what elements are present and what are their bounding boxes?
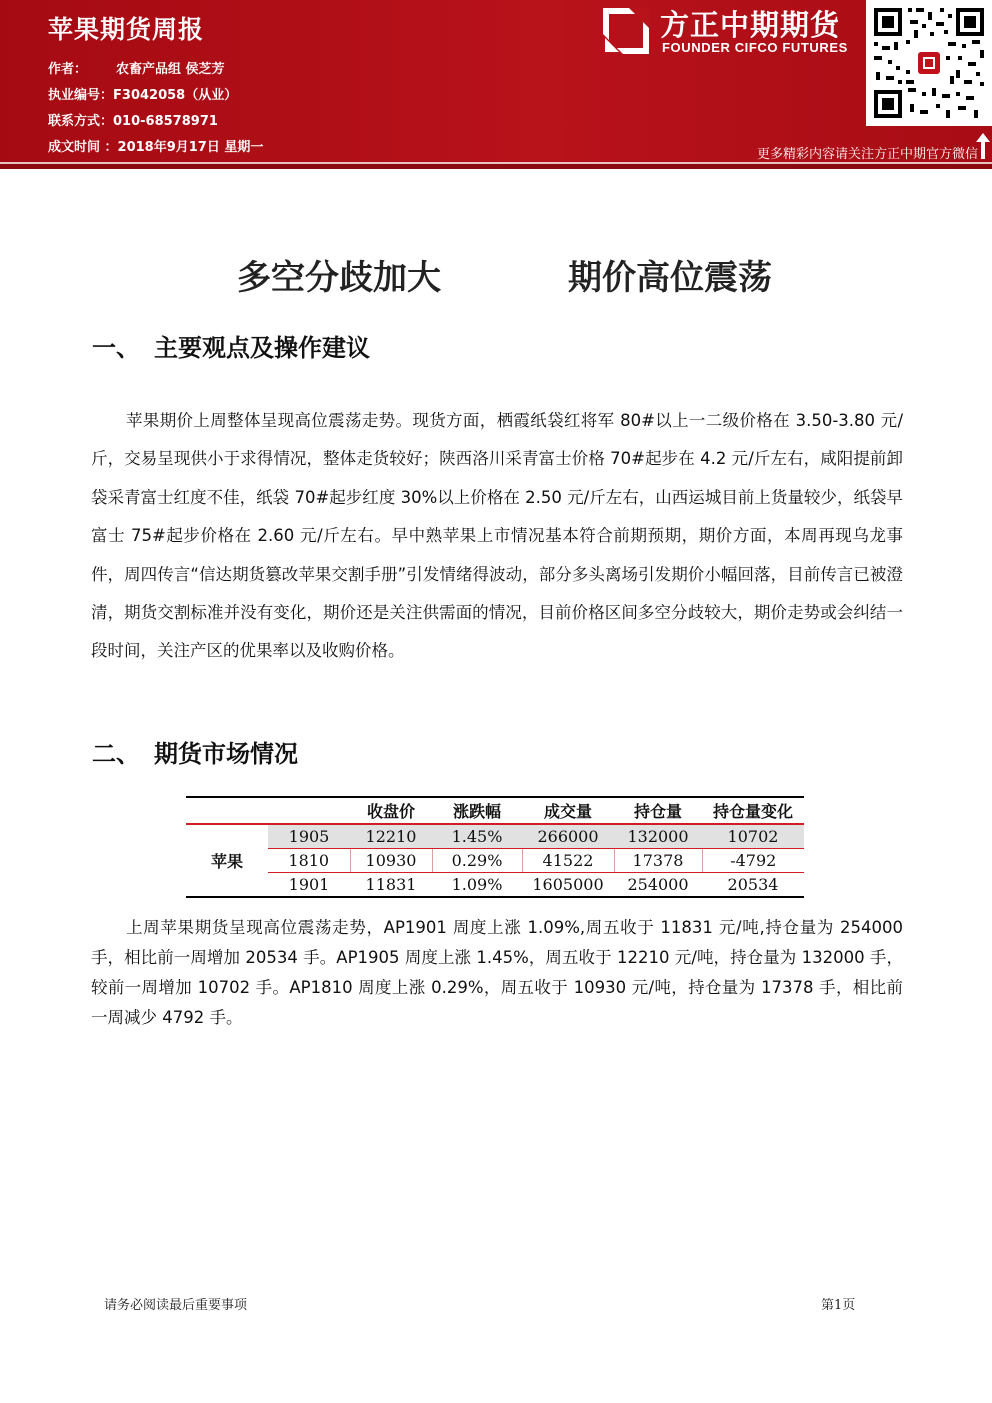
title-right: 期价高位震荡: [568, 258, 772, 298]
author-value: 农畜产品组 侯芝芳: [116, 62, 225, 77]
futures-market-table: [186, 796, 804, 898]
wechat-follow-note: 更多精彩内容请关注方正中期官方微信: [756, 147, 978, 162]
volume-cell: 1605000: [522, 873, 614, 898]
close-price-cell: 10930: [350, 849, 432, 873]
contact-label: 联系方式：: [48, 114, 114, 129]
section-heading-2: [92, 734, 298, 769]
table-header-cell: 成交量: [522, 797, 614, 824]
author-label: 作者：: [48, 62, 88, 77]
license-line: [48, 84, 237, 103]
group-label: 苹果: [186, 824, 268, 897]
table-row: [186, 824, 804, 849]
date-label: 成文时间 ：: [48, 140, 118, 155]
close-price-cell: 11831: [350, 873, 432, 898]
table-header-row: [186, 797, 804, 824]
volume-cell: 266000: [522, 824, 614, 849]
header-divider: [0, 162, 992, 169]
open-interest-cell: 132000: [614, 824, 702, 849]
section-number: 一、: [92, 334, 140, 362]
change-cell: 1.09%: [432, 873, 522, 898]
founder-logo-icon: [603, 8, 649, 54]
table-row: [186, 849, 804, 873]
title-left: 多空分歧加大: [237, 258, 441, 298]
license-label: 执业编号：: [48, 88, 114, 103]
table-header-cell: [268, 797, 350, 824]
table-header-cell: 收盘价: [350, 797, 432, 824]
oi-change-cell: 20534: [702, 873, 804, 898]
table-header-cell: 持仓量: [614, 797, 702, 824]
qr-code-icon[interactable]: [866, 0, 992, 126]
table-header-cell: 涨跌幅: [432, 797, 522, 824]
contact-value: 010-68578971: [113, 114, 218, 129]
contract-cell: 1905: [268, 824, 350, 849]
contact-line: [48, 110, 218, 129]
date-value: 2018年9月17日 星期一: [117, 140, 264, 155]
contract-cell: 1810: [268, 849, 350, 873]
table-header-cell: [186, 797, 268, 824]
section-heading-1: [92, 328, 370, 363]
page-number: 第1页: [821, 1298, 856, 1313]
volume-cell: 41522: [522, 849, 614, 873]
date-line: [48, 136, 263, 155]
open-interest-cell: 17378: [614, 849, 702, 873]
oi-change-cell: -4792: [702, 849, 804, 873]
change-cell: 0.29%: [432, 849, 522, 873]
author-line: [48, 58, 225, 77]
footer-notice: 请务必阅读最后重要事项: [104, 1298, 248, 1313]
section-title: 期货市场情况: [154, 740, 298, 768]
oi-change-cell: 10702: [702, 824, 804, 849]
change-cell: 1.45%: [432, 824, 522, 849]
report-title: 苹果期货周报: [48, 15, 205, 44]
close-price-cell: 12210: [350, 824, 432, 849]
section-number: 二、: [92, 740, 140, 768]
section2-paragraph: 上周苹果期货呈现高位震荡走势，AP1901 周度上涨 1.09%,周五收于 11831 元/吨,持仓量为 254000 手，相比前一周增加 20534 手。AP1905 周度上涨 1.45%，周五收于 12210 元/吨，持仓量为 132000 手，较前一周增加 10702 手。AP1810 周度上涨 0.29%，周五收于 10930 元/吨，持仓量为 17378 手，相比前一周减少 4792 手。: [91, 918, 903, 1027]
table-header-cell: 持仓量变化: [702, 797, 804, 824]
section-title: 主要观点及操作建议: [154, 334, 370, 362]
license-value: F3042058（从业）: [113, 88, 238, 103]
section1-paragraph: 苹果期价上周整体呈现高位震荡走势。现货方面，栖霞纸袋红将军 80#以上一二级价格在 3.50-3.80 元/斤，交易呈现供小于求得情况，整体走货较好；陕西洛川采青富士价格 70#起步在 4.2 元/斤左右，咸阳提前卸袋采青富士红度不佳，纸袋 70#起步红度 30%以上价格在 2.50 元/斤左右，山西运城目前上货量较少，纸袋早富士 75#起步价格在 2.60 元/斤左右。早中熟苹果上市情况基本符合前期预期，期价方面，本周再现乌龙事件，周四传言“信达期货篡改苹果交割手册”引发情绪得波动，部分多头离场引发期价小幅回落，目前传言已被澄清，期货交割标准并没有变化，期价还是关注供需面的情况，目前价格区间多空分歧较大，期价走势或会纠结一段时间，关注产区的优果率以及收购价格。: [91, 411, 903, 661]
contract-cell: 1901: [268, 873, 350, 898]
open-interest-cell: 254000: [614, 873, 702, 898]
brand-name-cn: 方正中期期货: [660, 8, 841, 42]
table-row: [186, 873, 804, 898]
brand-name-en: FOUNDER CIFCO FUTURES: [662, 40, 848, 55]
arrow-up-icon: [976, 133, 990, 159]
